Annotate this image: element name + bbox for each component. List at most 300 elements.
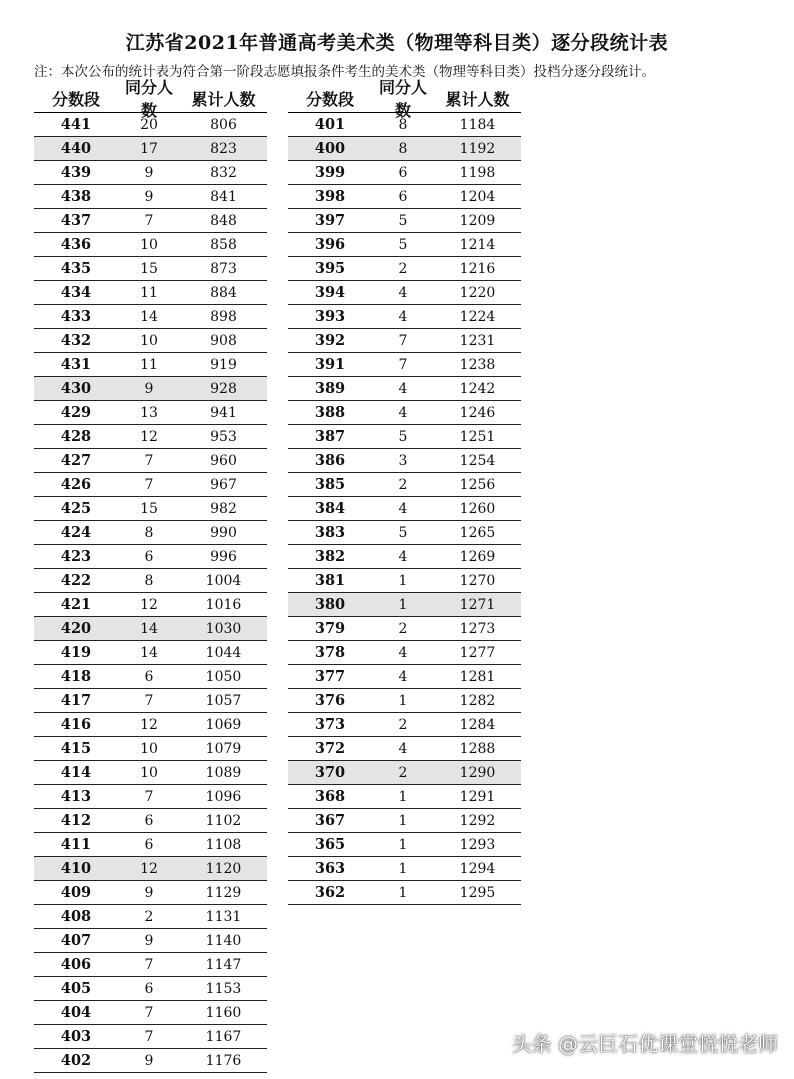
score-cell: 421 <box>60 596 92 613</box>
score-cell: 393 <box>314 308 346 325</box>
table-row <box>34 953 267 977</box>
score-cell: 386 <box>314 452 346 469</box>
same-count-cell: 8 <box>398 116 408 133</box>
score-cell: 391 <box>314 356 346 373</box>
same-count-cell: 9 <box>144 164 154 181</box>
same-count-cell: 7 <box>398 356 408 373</box>
cumulative-cell: 1269 <box>459 548 496 565</box>
cumulative-cell: 1288 <box>459 740 496 757</box>
same-count-cell: 12 <box>140 716 158 733</box>
score-cell: 401 <box>314 116 346 133</box>
cumulative-cell: 1140 <box>205 932 242 949</box>
table-row <box>34 665 267 689</box>
table-row <box>288 449 521 473</box>
cumulative-cell: 1050 <box>205 668 242 685</box>
cumulative-cell: 1271 <box>459 596 496 613</box>
table-row <box>288 593 521 617</box>
same-count-cell: 13 <box>140 404 158 421</box>
table-row <box>288 233 521 257</box>
header-score: 分数段 <box>305 89 354 109</box>
same-count-cell: 20 <box>140 116 158 133</box>
same-count-cell: 7 <box>398 332 408 349</box>
cumulative-cell: 848 <box>210 212 237 229</box>
same-count-cell: 1 <box>398 692 408 709</box>
table-row <box>34 497 267 521</box>
score-cell: 380 <box>314 596 346 613</box>
same-count-cell: 9 <box>144 188 154 205</box>
score-cell: 423 <box>60 548 92 565</box>
same-count-cell: 9 <box>144 1052 154 1069</box>
same-count-cell: 6 <box>398 188 408 205</box>
same-count-cell: 12 <box>140 596 158 613</box>
same-count-cell: 15 <box>140 260 158 277</box>
table-row <box>34 1049 267 1073</box>
table-row <box>288 545 521 569</box>
cumulative-cell: 1079 <box>205 740 242 757</box>
score-cell: 429 <box>60 404 92 421</box>
table-row <box>288 617 521 641</box>
same-count-cell: 10 <box>140 236 158 253</box>
same-count-cell: 2 <box>398 260 408 277</box>
same-count-cell: 2 <box>398 764 408 781</box>
cumulative-cell: 1251 <box>459 428 496 445</box>
header-score: 分数段 <box>51 89 100 109</box>
cumulative-cell: 1069 <box>205 716 242 733</box>
same-count-cell: 6 <box>398 164 408 181</box>
score-cell: 379 <box>314 620 346 637</box>
score-cell: 370 <box>314 764 346 781</box>
cumulative-cell: 1160 <box>205 1004 242 1021</box>
header-cumulative: 累计人数 <box>445 89 510 109</box>
same-count-cell: 1 <box>398 836 408 853</box>
cumulative-cell: 1057 <box>205 692 242 709</box>
score-cell: 403 <box>60 1028 92 1045</box>
same-count-cell: 9 <box>144 380 154 397</box>
score-cell: 395 <box>314 260 346 277</box>
score-cell: 396 <box>314 236 346 253</box>
cumulative-cell: 1198 <box>459 164 496 181</box>
same-count-cell: 1 <box>398 860 408 877</box>
table-row <box>34 545 267 569</box>
cumulative-cell: 1277 <box>459 644 496 661</box>
score-cell: 438 <box>60 188 92 205</box>
same-count-cell: 6 <box>144 548 154 565</box>
header-same-count: 同分人数 <box>378 78 427 120</box>
score-cell: 406 <box>60 956 92 973</box>
score-cell: 422 <box>60 572 92 589</box>
table-row <box>34 881 267 905</box>
table-row <box>288 329 521 353</box>
cumulative-cell: 898 <box>210 308 237 325</box>
table-row <box>34 641 267 665</box>
score-cell: 385 <box>314 476 346 493</box>
same-count-cell: 6 <box>144 980 154 997</box>
cumulative-cell: 1246 <box>459 404 496 421</box>
same-count-cell: 5 <box>398 428 408 445</box>
table-row <box>288 665 521 689</box>
header-same-count: 同分人数 <box>124 78 173 120</box>
table-row <box>288 161 521 185</box>
cumulative-cell: 1096 <box>205 788 242 805</box>
cumulative-cell: 1291 <box>459 788 496 805</box>
table-row <box>34 785 267 809</box>
header-cumulative: 累计人数 <box>191 89 256 109</box>
cumulative-cell: 1238 <box>459 356 496 373</box>
table-row <box>288 209 521 233</box>
same-count-cell: 9 <box>144 884 154 901</box>
cumulative-cell: 1294 <box>459 860 496 877</box>
same-count-cell: 6 <box>144 812 154 829</box>
table-row <box>34 113 267 137</box>
score-cell: 389 <box>314 380 346 397</box>
same-count-cell: 6 <box>144 668 154 685</box>
same-count-cell: 5 <box>398 212 408 229</box>
score-cell: 409 <box>60 884 92 901</box>
table-row <box>34 161 267 185</box>
same-count-cell: 2 <box>398 620 408 637</box>
same-count-cell: 10 <box>140 764 158 781</box>
cumulative-cell: 1216 <box>459 260 496 277</box>
same-count-cell: 9 <box>144 932 154 949</box>
cumulative-cell: 823 <box>210 140 237 157</box>
same-count-cell: 8 <box>144 572 154 589</box>
table-row <box>288 713 521 737</box>
score-cell: 404 <box>60 1004 92 1021</box>
table-row <box>34 281 267 305</box>
table-body-left <box>34 113 267 1073</box>
table-row <box>34 137 267 161</box>
same-count-cell: 12 <box>140 860 158 877</box>
score-cell: 437 <box>60 212 92 229</box>
score-cell: 420 <box>60 620 92 637</box>
table-row <box>288 785 521 809</box>
cumulative-cell: 1204 <box>459 188 496 205</box>
same-count-cell: 1 <box>398 884 408 901</box>
cumulative-cell: 941 <box>210 404 237 421</box>
cumulative-cell: 1044 <box>205 644 242 661</box>
cumulative-cell: 841 <box>210 188 237 205</box>
table-row <box>34 209 267 233</box>
score-cell: 410 <box>60 860 92 877</box>
table-row <box>34 185 267 209</box>
cumulative-cell: 1295 <box>459 884 496 901</box>
table-row <box>288 689 521 713</box>
cumulative-cell: 1131 <box>205 908 242 925</box>
table-row <box>288 401 521 425</box>
score-cell: 376 <box>314 692 346 709</box>
table-row <box>288 497 521 521</box>
cumulative-cell: 1293 <box>459 836 496 853</box>
cumulative-cell: 1292 <box>459 812 496 829</box>
cumulative-cell: 1153 <box>205 980 242 997</box>
page-title: 江苏省2021年普通高考美术类（物理等科目类）逐分段统计表 <box>125 32 669 54</box>
score-cell: 408 <box>60 908 92 925</box>
same-count-cell: 7 <box>144 476 154 493</box>
table-row <box>288 137 521 161</box>
same-count-cell: 17 <box>140 140 158 157</box>
same-count-cell: 1 <box>398 572 408 589</box>
same-count-cell: 4 <box>398 548 408 565</box>
cumulative-cell: 928 <box>210 380 237 397</box>
table-row <box>34 713 267 737</box>
table-row <box>288 569 521 593</box>
cumulative-cell: 1184 <box>459 116 496 133</box>
table-row <box>288 881 521 905</box>
cumulative-cell: 873 <box>210 260 237 277</box>
same-count-cell: 4 <box>398 740 408 757</box>
same-count-cell: 7 <box>144 692 154 709</box>
same-count-cell: 8 <box>398 140 408 157</box>
cumulative-cell: 884 <box>210 284 237 301</box>
cumulative-cell: 1129 <box>205 884 242 901</box>
same-count-cell: 14 <box>140 644 158 661</box>
table-row <box>34 449 267 473</box>
cumulative-cell: 1102 <box>205 812 242 829</box>
same-count-cell: 11 <box>140 284 158 301</box>
cumulative-cell: 990 <box>210 524 237 541</box>
table-row <box>288 353 521 377</box>
same-count-cell: 4 <box>398 404 408 421</box>
same-count-cell: 7 <box>144 452 154 469</box>
cumulative-cell: 1192 <box>459 140 496 157</box>
same-count-cell: 3 <box>398 452 408 469</box>
score-cell: 399 <box>314 164 346 181</box>
table-row <box>288 473 521 497</box>
cumulative-cell: 1273 <box>459 620 496 637</box>
score-cell: 435 <box>60 260 92 277</box>
cumulative-cell: 1270 <box>459 572 496 589</box>
score-cell: 398 <box>314 188 346 205</box>
cumulative-cell: 982 <box>210 500 237 517</box>
same-count-cell: 4 <box>398 308 408 325</box>
cumulative-cell: 1214 <box>459 236 496 253</box>
table-body-right <box>288 113 521 905</box>
same-count-cell: 7 <box>144 1004 154 1021</box>
cumulative-cell: 1004 <box>205 572 242 589</box>
cumulative-cell: 1220 <box>459 284 496 301</box>
same-count-cell: 1 <box>398 812 408 829</box>
table-row <box>34 977 267 1001</box>
same-count-cell: 5 <box>398 524 408 541</box>
table-row <box>288 113 521 137</box>
table-row <box>288 761 521 785</box>
score-cell: 418 <box>60 668 92 685</box>
table-row <box>34 833 267 857</box>
score-cell: 381 <box>314 572 346 589</box>
cumulative-cell: 1147 <box>205 956 242 973</box>
same-count-cell: 7 <box>144 212 154 229</box>
score-cell: 436 <box>60 236 92 253</box>
score-cell: 377 <box>314 668 346 685</box>
same-count-cell: 1 <box>398 788 408 805</box>
cumulative-cell: 1176 <box>205 1052 242 1069</box>
cumulative-cell: 1089 <box>205 764 242 781</box>
score-cell: 430 <box>60 380 92 397</box>
same-count-cell: 7 <box>144 956 154 973</box>
same-count-cell: 4 <box>398 644 408 661</box>
score-cell: 392 <box>314 332 346 349</box>
cumulative-cell: 908 <box>210 332 237 349</box>
score-cell: 412 <box>60 812 92 829</box>
cumulative-cell: 960 <box>210 452 237 469</box>
score-cell: 411 <box>60 836 92 853</box>
cumulative-cell: 953 <box>210 428 237 445</box>
same-count-cell: 11 <box>140 356 158 373</box>
table-row <box>288 809 521 833</box>
same-count-cell: 2 <box>398 716 408 733</box>
table-row <box>288 425 521 449</box>
score-cell: 414 <box>60 764 92 781</box>
table-header <box>288 78 521 120</box>
score-cell: 367 <box>314 812 346 829</box>
watermark-text: 头条 @云巨石优课堂悦悦老师 <box>511 1032 778 1056</box>
table-row <box>34 329 267 353</box>
same-count-cell: 4 <box>398 284 408 301</box>
table-row <box>34 1025 267 1049</box>
table-row <box>34 425 267 449</box>
score-cell: 441 <box>60 116 92 133</box>
cumulative-cell: 1284 <box>459 716 496 733</box>
table-row <box>34 857 267 881</box>
score-cell: 424 <box>60 524 92 541</box>
score-cell: 425 <box>60 500 92 517</box>
same-count-cell: 2 <box>144 908 154 925</box>
score-cell: 419 <box>60 644 92 661</box>
table-row <box>288 185 521 209</box>
score-cell: 382 <box>314 548 346 565</box>
table-row <box>34 377 267 401</box>
table-row <box>34 809 267 833</box>
score-cell: 368 <box>314 788 346 805</box>
same-count-cell: 4 <box>398 380 408 397</box>
table-row <box>288 281 521 305</box>
score-cell: 433 <box>60 308 92 325</box>
table-row <box>34 569 267 593</box>
cumulative-cell: 919 <box>210 356 237 373</box>
table-row <box>288 305 521 329</box>
score-cell: 428 <box>60 428 92 445</box>
cumulative-cell: 1282 <box>459 692 496 709</box>
score-cell: 365 <box>314 836 346 853</box>
table-row <box>288 257 521 281</box>
score-cell: 394 <box>314 284 346 301</box>
score-cell: 440 <box>60 140 92 157</box>
table-row <box>34 353 267 377</box>
score-cell: 431 <box>60 356 92 373</box>
cumulative-cell: 967 <box>210 476 237 493</box>
same-count-cell: 10 <box>140 740 158 757</box>
score-cell: 416 <box>60 716 92 733</box>
table-row <box>34 401 267 425</box>
same-count-cell: 5 <box>398 236 408 253</box>
same-count-cell: 2 <box>398 476 408 493</box>
score-cell: 427 <box>60 452 92 469</box>
score-cell: 432 <box>60 332 92 349</box>
score-cell: 362 <box>314 884 346 901</box>
table-row <box>34 233 267 257</box>
table-row <box>34 761 267 785</box>
score-cell: 439 <box>60 164 92 181</box>
table-row <box>34 473 267 497</box>
score-cell: 413 <box>60 788 92 805</box>
cumulative-cell: 832 <box>210 164 237 181</box>
score-cell: 417 <box>60 692 92 709</box>
cumulative-cell: 1167 <box>205 1028 242 1045</box>
score-cell: 378 <box>314 644 346 661</box>
table-row <box>288 833 521 857</box>
same-count-cell: 10 <box>140 332 158 349</box>
table-row <box>34 305 267 329</box>
cumulative-cell: 1231 <box>459 332 496 349</box>
cumulative-cell: 1016 <box>205 596 242 613</box>
cumulative-cell: 1281 <box>459 668 496 685</box>
table-row <box>34 593 267 617</box>
table-row <box>34 521 267 545</box>
cumulative-cell: 1030 <box>205 620 242 637</box>
table-row <box>288 737 521 761</box>
score-cell: 434 <box>60 284 92 301</box>
cumulative-cell: 1290 <box>459 764 496 781</box>
same-count-cell: 1 <box>398 596 408 613</box>
table-row <box>288 857 521 881</box>
table-row <box>288 377 521 401</box>
table-note: 注：本次公布的统计表为符合第一阶段志愿填报条件考生的美术类（物理等科目类）投档分逐分段统计。 <box>34 64 655 80</box>
score-cell: 407 <box>60 932 92 949</box>
same-count-cell: 6 <box>144 836 154 853</box>
same-count-cell: 15 <box>140 500 158 517</box>
score-cell: 400 <box>314 140 346 157</box>
same-count-cell: 8 <box>144 524 154 541</box>
score-cell: 383 <box>314 524 346 541</box>
cumulative-cell: 1224 <box>459 308 496 325</box>
table-row <box>34 737 267 761</box>
same-count-cell: 7 <box>144 1028 154 1045</box>
table-row <box>34 689 267 713</box>
score-cell: 426 <box>60 476 92 493</box>
same-count-cell: 7 <box>144 788 154 805</box>
same-count-cell: 4 <box>398 668 408 685</box>
score-table-left <box>34 78 267 1073</box>
score-cell: 388 <box>314 404 346 421</box>
score-table-right <box>288 78 521 905</box>
cumulative-cell: 806 <box>210 116 237 133</box>
table-row <box>288 641 521 665</box>
cumulative-cell: 1265 <box>459 524 496 541</box>
cumulative-cell: 1120 <box>205 860 242 877</box>
cumulative-cell: 1260 <box>459 500 496 517</box>
score-cell: 415 <box>60 740 92 757</box>
score-cell: 363 <box>314 860 346 877</box>
score-cell: 402 <box>60 1052 92 1069</box>
same-count-cell: 14 <box>140 308 158 325</box>
cumulative-cell: 996 <box>210 548 237 565</box>
score-cell: 373 <box>314 716 346 733</box>
score-cell: 397 <box>314 212 346 229</box>
same-count-cell: 4 <box>398 500 408 517</box>
same-count-cell: 12 <box>140 428 158 445</box>
cumulative-cell: 858 <box>210 236 237 253</box>
table-row <box>288 521 521 545</box>
same-count-cell: 14 <box>140 620 158 637</box>
cumulative-cell: 1254 <box>459 452 496 469</box>
cumulative-cell: 1242 <box>459 380 496 397</box>
table-header <box>34 78 267 120</box>
score-cell: 405 <box>60 980 92 997</box>
cumulative-cell: 1256 <box>459 476 496 493</box>
table-row <box>34 617 267 641</box>
table-row <box>34 905 267 929</box>
score-cell: 384 <box>314 500 346 517</box>
